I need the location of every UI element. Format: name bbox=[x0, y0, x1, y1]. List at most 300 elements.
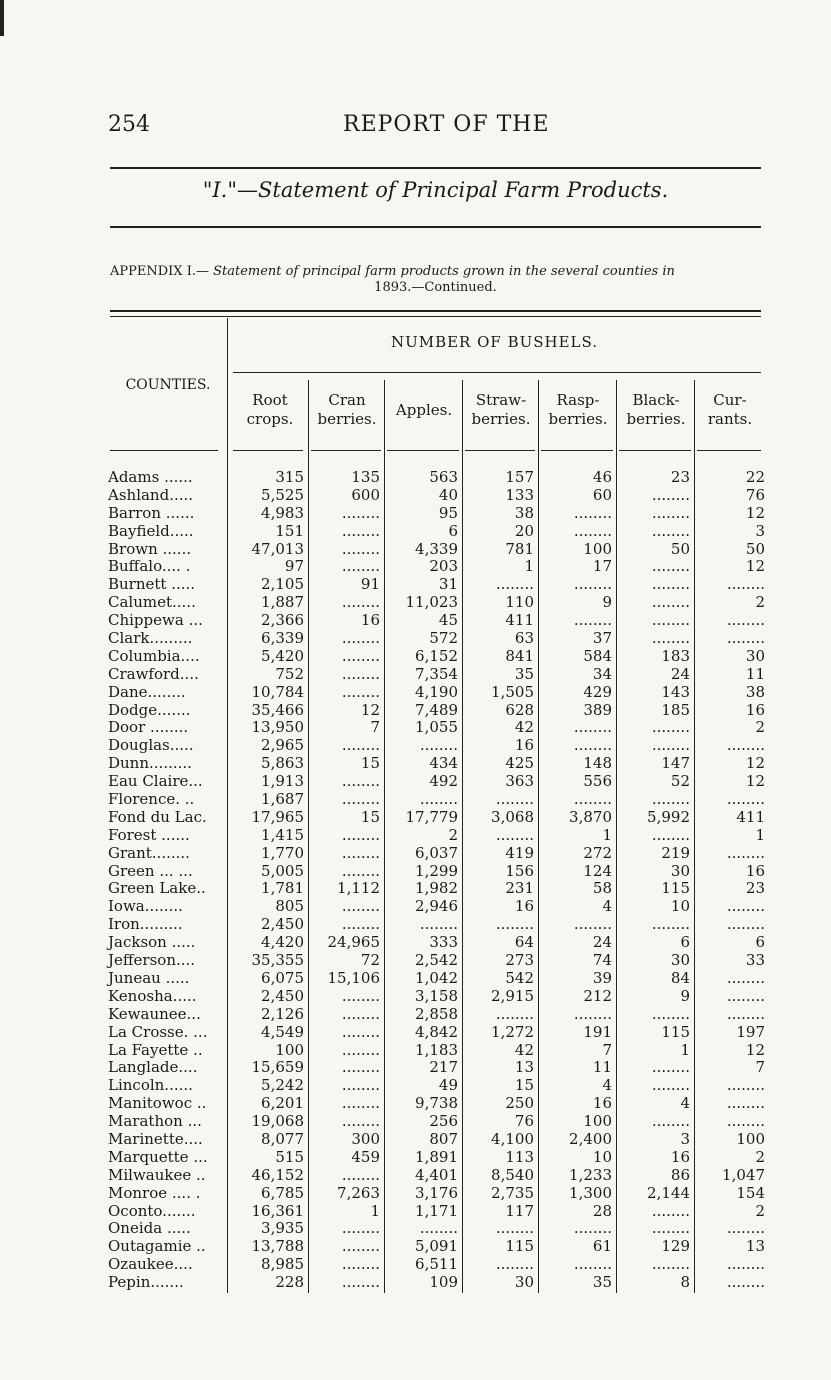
table-cell: 109 bbox=[429, 1273, 458, 1292]
table-cell: ........ bbox=[726, 843, 765, 862]
county-name: Crawford.... bbox=[108, 664, 199, 683]
county-name: Manitowoc .. bbox=[108, 1094, 207, 1113]
header-raspberries: Rasp- berries. bbox=[548, 391, 608, 428]
table-row bbox=[108, 1042, 768, 1060]
page-edge-mark bbox=[0, 0, 4, 36]
county-name: Adams ...... bbox=[108, 468, 193, 486]
table-cell: 8,540 bbox=[491, 1165, 534, 1184]
table-cell: 23 bbox=[670, 468, 690, 486]
table-row bbox=[108, 934, 768, 952]
section-rule bbox=[110, 226, 761, 228]
table-row bbox=[108, 970, 768, 988]
table-cell: ........ bbox=[726, 629, 765, 648]
county-name: Fond du Lac. bbox=[108, 807, 207, 826]
table-row bbox=[108, 648, 768, 666]
header-underline bbox=[387, 450, 459, 451]
table-cell: 148 bbox=[583, 754, 612, 773]
table-cell: 2,915 bbox=[491, 986, 534, 1005]
table-cell: ........ bbox=[341, 736, 380, 755]
table-cell: 110 bbox=[505, 593, 534, 612]
table-cell: 6,785 bbox=[261, 1183, 304, 1202]
table-cell: 2,735 bbox=[491, 1183, 534, 1202]
table-row bbox=[108, 684, 768, 702]
table-cell: 7,263 bbox=[337, 1183, 380, 1202]
table-row bbox=[108, 1274, 768, 1292]
table-cell: ........ bbox=[419, 736, 458, 755]
table-cell: 2 bbox=[755, 1201, 765, 1220]
table-cell: 1,171 bbox=[415, 1201, 458, 1220]
table-cell: 628 bbox=[505, 700, 534, 719]
table-cell: ........ bbox=[726, 790, 765, 809]
table-cell: 7 bbox=[755, 1058, 765, 1077]
table-cell: ........ bbox=[341, 1094, 380, 1113]
county-name: Langlade.... bbox=[108, 1058, 198, 1077]
county-name: Burnett ..... bbox=[108, 575, 196, 594]
table-cell: 4,190 bbox=[415, 682, 458, 701]
table-cell: ........ bbox=[726, 1094, 765, 1113]
table-cell: 52 bbox=[670, 772, 690, 791]
table-cell: 11 bbox=[592, 1058, 612, 1077]
table-cell: 13,788 bbox=[251, 1237, 304, 1256]
table-cell: ........ bbox=[573, 503, 612, 522]
table-row bbox=[108, 1185, 768, 1203]
table-row bbox=[108, 1149, 768, 1167]
table-cell: 4,401 bbox=[415, 1165, 458, 1184]
table-cell: 5,420 bbox=[261, 646, 304, 665]
table-cell: 3 bbox=[680, 1129, 690, 1148]
table-cell: 2,858 bbox=[415, 1004, 458, 1023]
table-cell: ........ bbox=[341, 1076, 380, 1095]
table-cell: ........ bbox=[726, 611, 765, 630]
table-cell: 115 bbox=[505, 1237, 534, 1256]
table-cell: 459 bbox=[351, 1147, 380, 1166]
table-cell: ........ bbox=[651, 557, 690, 576]
appendix-label: APPENDIX I.— bbox=[110, 264, 209, 279]
table-cell: 115 bbox=[661, 879, 690, 898]
county-name: Chippewa ... bbox=[108, 611, 203, 630]
header-apples: Apples. bbox=[395, 401, 453, 419]
county-name: Clark......... bbox=[108, 629, 193, 648]
table-cell: 3,158 bbox=[415, 986, 458, 1005]
county-name: Kenosha..... bbox=[108, 986, 197, 1005]
header-underline bbox=[619, 450, 691, 451]
table-cell: ........ bbox=[651, 736, 690, 755]
table-cell: 15 bbox=[514, 1076, 534, 1095]
table-cell: 231 bbox=[505, 879, 534, 898]
header-underline bbox=[311, 450, 381, 451]
table-cell: 7 bbox=[602, 1040, 612, 1059]
table-cell: 35,466 bbox=[251, 700, 304, 719]
table-cell: 6,201 bbox=[261, 1094, 304, 1113]
table-row bbox=[108, 845, 768, 863]
table-cell: 1 bbox=[370, 1201, 380, 1220]
table-cell: ........ bbox=[341, 1255, 380, 1274]
county-name: Calumet..... bbox=[108, 593, 196, 612]
table-cell: 1,770 bbox=[261, 843, 304, 862]
table-cell: 30 bbox=[670, 951, 690, 970]
table-cell: ........ bbox=[341, 825, 380, 844]
table-cell: ........ bbox=[651, 521, 690, 540]
table-cell: 16 bbox=[514, 736, 534, 755]
table-cell: 2,965 bbox=[261, 736, 304, 755]
table-cell: 781 bbox=[505, 539, 534, 558]
table-cell: 19,068 bbox=[251, 1112, 304, 1131]
table-cell: 117 bbox=[505, 1201, 534, 1220]
table-cell: 17,779 bbox=[405, 807, 458, 826]
table-cell: 13 bbox=[745, 1237, 765, 1256]
table-cell: 212 bbox=[583, 986, 612, 1005]
table-cell: 515 bbox=[275, 1147, 304, 1166]
table-row bbox=[108, 719, 768, 737]
table-cell: 100 bbox=[275, 1040, 304, 1059]
table-cell: 34 bbox=[592, 664, 612, 683]
table-cell: 60 bbox=[592, 485, 612, 504]
table-cell: 3,935 bbox=[261, 1219, 304, 1238]
table-cell: ........ bbox=[341, 521, 380, 540]
table-cell: ........ bbox=[341, 843, 380, 862]
table-cell: ........ bbox=[495, 790, 534, 809]
table-cell: 429 bbox=[583, 682, 612, 701]
appendix-year-line: 1893.—Continued. bbox=[374, 280, 497, 295]
table-cell: 6 bbox=[448, 521, 458, 540]
table-cell: 2,450 bbox=[261, 915, 304, 934]
table-cell: 11 bbox=[745, 664, 765, 683]
table-cell: 31 bbox=[438, 575, 458, 594]
table-cell: ........ bbox=[573, 611, 612, 630]
table-cell: 2,946 bbox=[415, 897, 458, 916]
table-row bbox=[108, 630, 768, 648]
table-cell: ........ bbox=[495, 825, 534, 844]
county-name: Monroe .... . bbox=[108, 1183, 201, 1202]
table-row bbox=[108, 1113, 768, 1131]
table-cell: 74 bbox=[592, 951, 612, 970]
header-underline bbox=[465, 450, 535, 451]
county-name: Milwaukee .. bbox=[108, 1165, 206, 1184]
table-cell: 84 bbox=[670, 968, 690, 987]
table-cell: 1 bbox=[680, 1040, 690, 1059]
table-cell: 100 bbox=[736, 1129, 765, 1148]
table-cell: 97 bbox=[284, 557, 304, 576]
table-cell: 419 bbox=[505, 843, 534, 862]
header-root-crops: Root crops. bbox=[246, 391, 294, 428]
table-cell: 58 bbox=[592, 879, 612, 898]
table-cell: 9 bbox=[680, 986, 690, 1005]
table-cell: 1,687 bbox=[261, 790, 304, 809]
table-cell: 13,950 bbox=[251, 718, 304, 737]
table-cell: ........ bbox=[341, 664, 380, 683]
top-rule bbox=[110, 167, 761, 169]
table-cell: 72 bbox=[360, 951, 380, 970]
table-cell: ........ bbox=[651, 1058, 690, 1077]
table-cell: 4,842 bbox=[415, 1022, 458, 1041]
county-name: Kewaunee... bbox=[108, 1004, 201, 1023]
table-row bbox=[108, 558, 768, 576]
table-cell: 16 bbox=[745, 861, 765, 880]
table-cell: 45 bbox=[438, 611, 458, 630]
table-row bbox=[108, 898, 768, 916]
table-cell: 425 bbox=[505, 754, 534, 773]
table-cell: 3,176 bbox=[415, 1183, 458, 1202]
table-cell: 1,047 bbox=[722, 1165, 765, 1184]
table-cell: 333 bbox=[429, 933, 458, 952]
table-row bbox=[108, 737, 768, 755]
table-cell: 8,077 bbox=[261, 1129, 304, 1148]
table-cell: ........ bbox=[726, 968, 765, 987]
table-cell: ........ bbox=[341, 897, 380, 916]
county-name: Oconto....... bbox=[108, 1201, 196, 1220]
table-cell: ........ bbox=[573, 915, 612, 934]
table-row bbox=[108, 541, 768, 559]
header-underline bbox=[697, 450, 761, 451]
table-row bbox=[108, 576, 768, 594]
table-cell: 183 bbox=[661, 646, 690, 665]
table-cell: 1 bbox=[524, 557, 534, 576]
table-cell: ........ bbox=[726, 1004, 765, 1023]
table-cell: 2,144 bbox=[647, 1183, 690, 1202]
running-title: REPORT OF THE bbox=[343, 112, 550, 137]
appendix-description: Statement of principal farm products grown in the several counties in bbox=[213, 264, 675, 279]
table-cell: 24 bbox=[670, 664, 690, 683]
county-name: Dodge....... bbox=[108, 700, 191, 719]
table-cell: 100 bbox=[583, 539, 612, 558]
table-cell: ........ bbox=[341, 1165, 380, 1184]
header-underline bbox=[541, 450, 613, 451]
table-cell: 6,075 bbox=[261, 968, 304, 987]
table-cell: 805 bbox=[275, 897, 304, 916]
header-cranberries: Cran berries. bbox=[317, 391, 377, 428]
table-cell: 217 bbox=[429, 1058, 458, 1077]
table-cell: ........ bbox=[651, 790, 690, 809]
county-name: Barron ...... bbox=[108, 503, 195, 522]
table-cell: ........ bbox=[573, 1219, 612, 1238]
table-cell: 5,525 bbox=[261, 485, 304, 504]
table-cell: 2,400 bbox=[569, 1129, 612, 1148]
table-cell: 143 bbox=[661, 682, 690, 701]
table-cell: 5,863 bbox=[261, 754, 304, 773]
table-cell: 30 bbox=[745, 646, 765, 665]
table-row bbox=[108, 1077, 768, 1095]
table-cell: ........ bbox=[651, 825, 690, 844]
table-cell: 2,126 bbox=[261, 1004, 304, 1023]
county-name: Pepin....... bbox=[108, 1273, 184, 1292]
table-cell: 24,965 bbox=[327, 933, 380, 952]
table-cell: 219 bbox=[661, 843, 690, 862]
table-cell: 135 bbox=[351, 468, 380, 486]
county-name: La Crosse. ... bbox=[108, 1022, 208, 1041]
table-cell: ........ bbox=[341, 772, 380, 791]
table-cell: 16 bbox=[670, 1147, 690, 1166]
county-name: Dane........ bbox=[108, 682, 186, 701]
table-cell: 23 bbox=[745, 879, 765, 898]
table-cell: 492 bbox=[429, 772, 458, 791]
table-cell: ........ bbox=[726, 1273, 765, 1292]
table-cell: 4,549 bbox=[261, 1022, 304, 1041]
table-cell: ........ bbox=[573, 521, 612, 540]
appendix-caption bbox=[110, 264, 761, 296]
table-cell: 42 bbox=[514, 1040, 534, 1059]
table-cell: 315 bbox=[275, 468, 304, 486]
table-row bbox=[108, 773, 768, 791]
table-cell: ........ bbox=[573, 736, 612, 755]
table-cell: 1,415 bbox=[261, 825, 304, 844]
table-cell: ........ bbox=[651, 485, 690, 504]
table-cell: 46,152 bbox=[251, 1165, 304, 1184]
table-cell: 76 bbox=[745, 485, 765, 504]
table-cell: 33 bbox=[745, 951, 765, 970]
table-cell: 156 bbox=[505, 861, 534, 880]
table-cell: 10,784 bbox=[251, 682, 304, 701]
county-name: Lincoln...... bbox=[108, 1076, 193, 1095]
table-cell: 1,300 bbox=[569, 1183, 612, 1202]
table-cell: 752 bbox=[275, 664, 304, 683]
county-name: Iowa........ bbox=[108, 897, 183, 916]
table-cell: 12 bbox=[360, 700, 380, 719]
table-cell: 151 bbox=[275, 521, 304, 540]
table-row bbox=[108, 952, 768, 970]
county-name: Marinette.... bbox=[108, 1129, 203, 1148]
county-name: La Fayette .. bbox=[108, 1040, 203, 1059]
county-name: Grant........ bbox=[108, 843, 190, 862]
table-cell: 133 bbox=[505, 485, 534, 504]
table-row bbox=[108, 1167, 768, 1185]
table-cell: 572 bbox=[429, 629, 458, 648]
table-row bbox=[108, 916, 768, 934]
table-cell: 147 bbox=[661, 754, 690, 773]
table-cell: 250 bbox=[505, 1094, 534, 1113]
table-cell: 273 bbox=[505, 951, 534, 970]
table-cell: 563 bbox=[429, 468, 458, 486]
county-name: Buffalo.... . bbox=[108, 557, 191, 576]
table-cell: 35,355 bbox=[251, 951, 304, 970]
table-cell: 600 bbox=[351, 485, 380, 504]
table-cell: 841 bbox=[505, 646, 534, 665]
table-cell: ........ bbox=[651, 575, 690, 594]
table-cell: ........ bbox=[495, 575, 534, 594]
table-cell: 9 bbox=[602, 593, 612, 612]
table-row bbox=[108, 666, 768, 684]
table-row bbox=[108, 487, 768, 505]
table-cell: ........ bbox=[726, 897, 765, 916]
table-cell: 86 bbox=[670, 1165, 690, 1184]
table-cell: ........ bbox=[726, 986, 765, 1005]
table-cell: 91 bbox=[360, 575, 380, 594]
table-cell: 185 bbox=[661, 700, 690, 719]
table-cell: ........ bbox=[726, 736, 765, 755]
table-cell: 4,983 bbox=[261, 503, 304, 522]
table-cell: 47,013 bbox=[251, 539, 304, 558]
table-cell: 1,982 bbox=[415, 879, 458, 898]
table-row bbox=[108, 702, 768, 720]
table-cell: 9,738 bbox=[415, 1094, 458, 1113]
table-cell: 363 bbox=[505, 772, 534, 791]
county-name: Oneida ..... bbox=[108, 1219, 191, 1238]
header-currants: Cur- rants. bbox=[707, 391, 753, 428]
table-cell: 113 bbox=[505, 1147, 534, 1166]
table-cell: 411 bbox=[505, 611, 534, 630]
table-cell: 3,870 bbox=[569, 807, 612, 826]
county-name: Marathon ... bbox=[108, 1112, 202, 1131]
table-cell: ........ bbox=[726, 1219, 765, 1238]
table-cell: ........ bbox=[341, 1004, 380, 1023]
table-cell: 157 bbox=[505, 468, 534, 486]
table-row bbox=[108, 1256, 768, 1274]
table-row bbox=[108, 880, 768, 898]
table-cell: ........ bbox=[651, 611, 690, 630]
table-cell: ........ bbox=[341, 1040, 380, 1059]
table-cell: ........ bbox=[341, 646, 380, 665]
table-cell: ........ bbox=[341, 557, 380, 576]
table-cell: 3,068 bbox=[491, 807, 534, 826]
table-cell: 6,037 bbox=[415, 843, 458, 862]
table-cell: 6 bbox=[680, 933, 690, 952]
table-cell: 7,489 bbox=[415, 700, 458, 719]
table-cell: ........ bbox=[651, 1255, 690, 1274]
table-cell: 76 bbox=[514, 1112, 534, 1131]
table-cell: ........ bbox=[341, 915, 380, 934]
table-cell: ........ bbox=[495, 1219, 534, 1238]
table-cell: 300 bbox=[351, 1129, 380, 1148]
table-cell: 6,511 bbox=[415, 1255, 458, 1274]
table-row bbox=[108, 863, 768, 881]
table-cell: 2,450 bbox=[261, 986, 304, 1005]
table-cell: ........ bbox=[341, 1058, 380, 1077]
county-name: Green Lake.. bbox=[108, 879, 206, 898]
table-cell: ........ bbox=[341, 629, 380, 648]
county-name: Columbia.... bbox=[108, 646, 200, 665]
table-cell: ........ bbox=[651, 1076, 690, 1095]
table-cell: 1,505 bbox=[491, 682, 534, 701]
county-name: Forest ...... bbox=[108, 825, 190, 844]
table-row bbox=[108, 505, 768, 523]
table-cell: 1 bbox=[602, 825, 612, 844]
table-cell: 5,091 bbox=[415, 1237, 458, 1256]
header-underline bbox=[233, 450, 303, 451]
table-cell: ........ bbox=[651, 629, 690, 648]
county-name: Iron......... bbox=[108, 915, 183, 934]
table-cell: 5,242 bbox=[261, 1076, 304, 1095]
table-cell: 6,339 bbox=[261, 629, 304, 648]
table-cell: 30 bbox=[670, 861, 690, 880]
table-cell: 49 bbox=[438, 1076, 458, 1095]
table-cell: ........ bbox=[573, 575, 612, 594]
table-row bbox=[108, 594, 768, 612]
table-cell: 16,361 bbox=[251, 1201, 304, 1220]
county-name: Jackson ..... bbox=[108, 933, 196, 952]
table-cell: 10 bbox=[670, 897, 690, 916]
table-cell: ........ bbox=[726, 575, 765, 594]
table-cell: 17,965 bbox=[251, 807, 304, 826]
table-cell: 28 bbox=[592, 1201, 612, 1220]
table-cell: ........ bbox=[651, 1004, 690, 1023]
table-cell: 203 bbox=[429, 557, 458, 576]
table-cell: 4,339 bbox=[415, 539, 458, 558]
table-row bbox=[108, 1220, 768, 1238]
table-row bbox=[108, 523, 768, 541]
table-cell: 2 bbox=[755, 1147, 765, 1166]
table-cell: 42 bbox=[514, 718, 534, 737]
table-cell: 556 bbox=[583, 772, 612, 791]
table-cell: ........ bbox=[341, 682, 380, 701]
table-cell: ........ bbox=[495, 1255, 534, 1274]
table-cell: 46 bbox=[592, 468, 612, 486]
county-name: Ashland..... bbox=[108, 485, 194, 504]
table-cell: ........ bbox=[573, 1255, 612, 1274]
table-row bbox=[108, 988, 768, 1006]
table-cell: 4 bbox=[680, 1094, 690, 1113]
table-cell: ........ bbox=[495, 915, 534, 934]
table-cell: ........ bbox=[341, 986, 380, 1005]
table-cell: 37 bbox=[592, 629, 612, 648]
